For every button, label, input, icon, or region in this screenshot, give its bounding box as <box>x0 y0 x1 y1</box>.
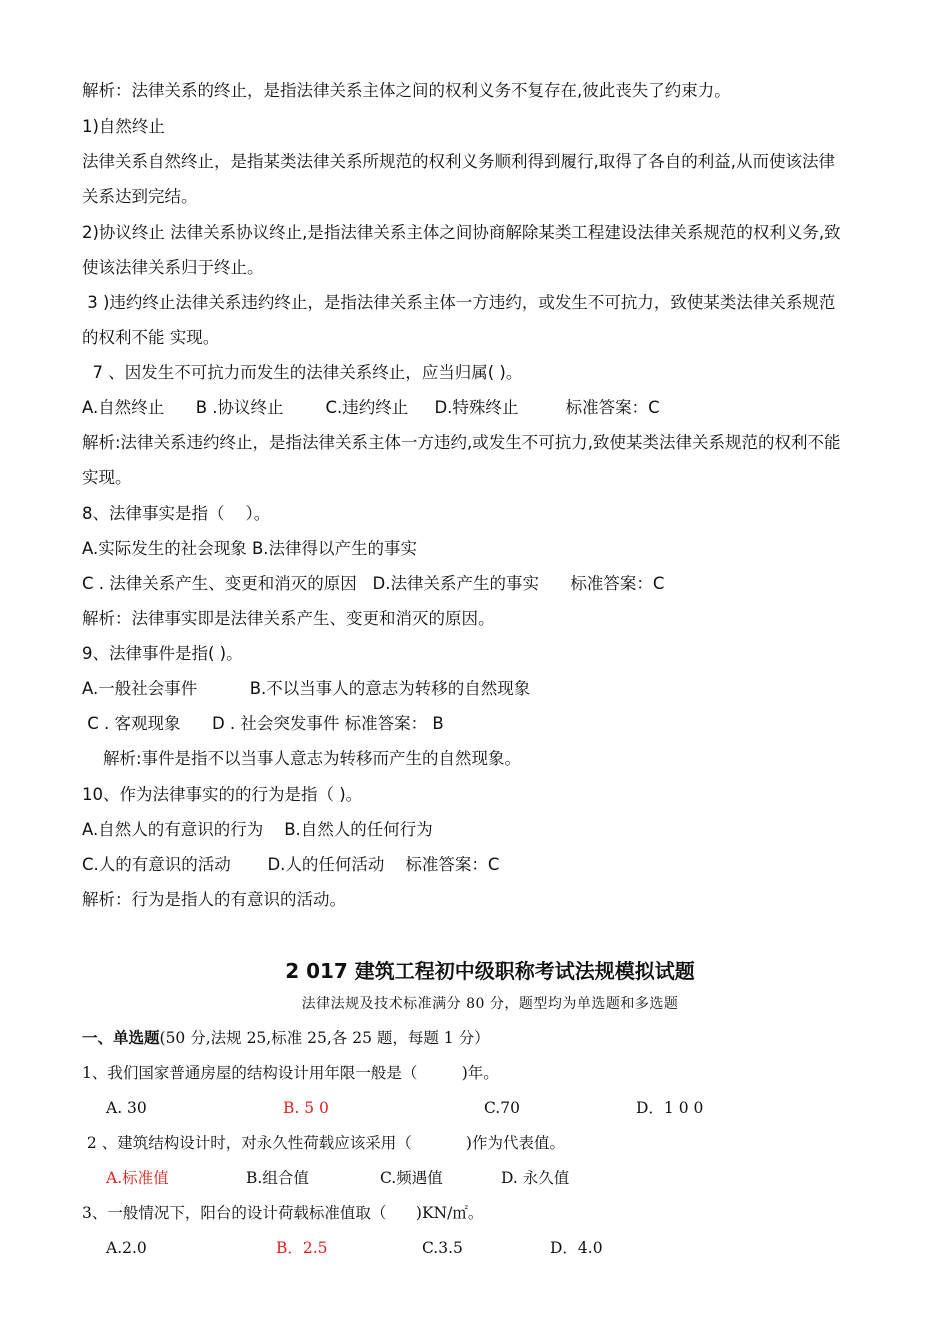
text-line: 法律关系自然终止，是指某类法律关系所规范的权利义务顺利得到履行,取得了各自的利益,从而使该法律 <box>82 152 835 171</box>
text-line: 解析：法律事实即是法律关系产生、变更和消灭的原因。 <box>82 609 495 628</box>
options-8: A.实际发生的社会现象 B.法律得以产生的事实 <box>82 539 418 558</box>
question-9: 9、法律事件是指( )。 <box>82 644 243 663</box>
question-8: 8、法律事实是指（ ）。 <box>82 504 271 523</box>
q1-option-a: A. 30 <box>106 1099 147 1117</box>
text-line: 1)自然终止 <box>82 117 165 136</box>
question-7: 7 、因发生不可抗力而发生的法律关系终止，应当归属( )。 <box>82 363 523 382</box>
q2-option-b: B.组合值 <box>246 1169 309 1187</box>
text-line: 实现。 <box>82 468 132 487</box>
text-line: 解析：法律关系的终止，是指法律关系主体之间的权利义务不复存在,彼此丧失了约束力。 <box>82 81 731 100</box>
text-line: 3 )违约终止法律关系违约终止，是指法律关系主体一方违约，或发生不可抗力，致使某类法律关系规范 <box>82 293 836 312</box>
q2-option-c: C.频遇值 <box>380 1169 443 1187</box>
q2-option-a-answer: A.标准值 <box>106 1169 169 1187</box>
options-8: C . 法律关系产生、变更和消灭的原因 D.法律关系产生的事实 标准答案：C <box>82 574 665 593</box>
section-head-label: 一、单选题 <box>82 1029 160 1047</box>
q3-option-d: D．4.0 <box>550 1239 603 1257</box>
q1-option-d: D．1 0 0 <box>636 1099 704 1117</box>
section-subtitle: 法律法规及技术标准满分 80 分，题型均为单选题和多选题 <box>301 996 679 1012</box>
options-9: C . 客观现象 D . 社会突发事件 标准答案： B <box>82 714 444 733</box>
section-title: 2 017 建筑工程初中级职称考试法规模拟试题 <box>285 959 695 983</box>
q3-option-c: C.3.5 <box>422 1239 463 1257</box>
q3-option-a: A.2.0 <box>106 1239 147 1257</box>
text-line: 解析：行为是指人的有意识的活动。 <box>82 890 346 909</box>
section-heading <box>82 1027 490 1049</box>
question-3: 3、一般情况下，阳台的设计荷载标准值取（ )KN/㎡。 <box>82 1204 484 1222</box>
options-10: A.自然人的有意识的行为 B.自然人的任何行为 <box>82 820 433 839</box>
text-line: 关系达到完结。 <box>82 187 198 206</box>
q1-option-b-answer: B. 5 0 <box>283 1099 329 1117</box>
options-7: A.自然终止 B .协议终止 C.违约终止 D.特殊终止 标准答案：C <box>82 398 660 417</box>
section-head-note: (50 分,法规 25,标准 25,各 25 题，每题 1 分） <box>159 1029 490 1047</box>
question-10: 10、作为法律事实的的行为是指（ )。 <box>82 785 363 804</box>
question-2: 2 、建筑结构设计时，对永久性荷载应该采用（ )作为代表值。 <box>82 1134 565 1152</box>
options-10: C.人的有意识的活动 D.人的任何活动 标准答案：C <box>82 855 500 874</box>
text-line: 解析:事件是指不以当事人意志为转移而产生的自然现象。 <box>82 749 522 768</box>
options-9: A.一般社会事件 B.不以当事人的意志为转移的自然现象 <box>82 679 531 698</box>
question-1: 1、我们国家普通房屋的结构设计用年限一般是（ )年。 <box>82 1064 499 1082</box>
q3-option-b-answer: B．2.5 <box>276 1239 328 1257</box>
q1-option-c: C.70 <box>484 1099 520 1117</box>
text-line: 解析:法律关系违约终止，是指法律关系主体一方违约,或发生不可抗力,致使某类法律关系规范的权利不能 <box>82 433 841 452</box>
q2-option-d: D. 永久值 <box>501 1169 570 1187</box>
text-line: 2)协议终止 法律关系协议终止,是指法律关系主体之间协商解除某类工程建设法律关系规范的权利义务,致 <box>82 223 841 242</box>
text-line: 使该法律关系归于终止。 <box>82 258 264 277</box>
text-line: 的权利不能 实现。 <box>82 328 220 347</box>
